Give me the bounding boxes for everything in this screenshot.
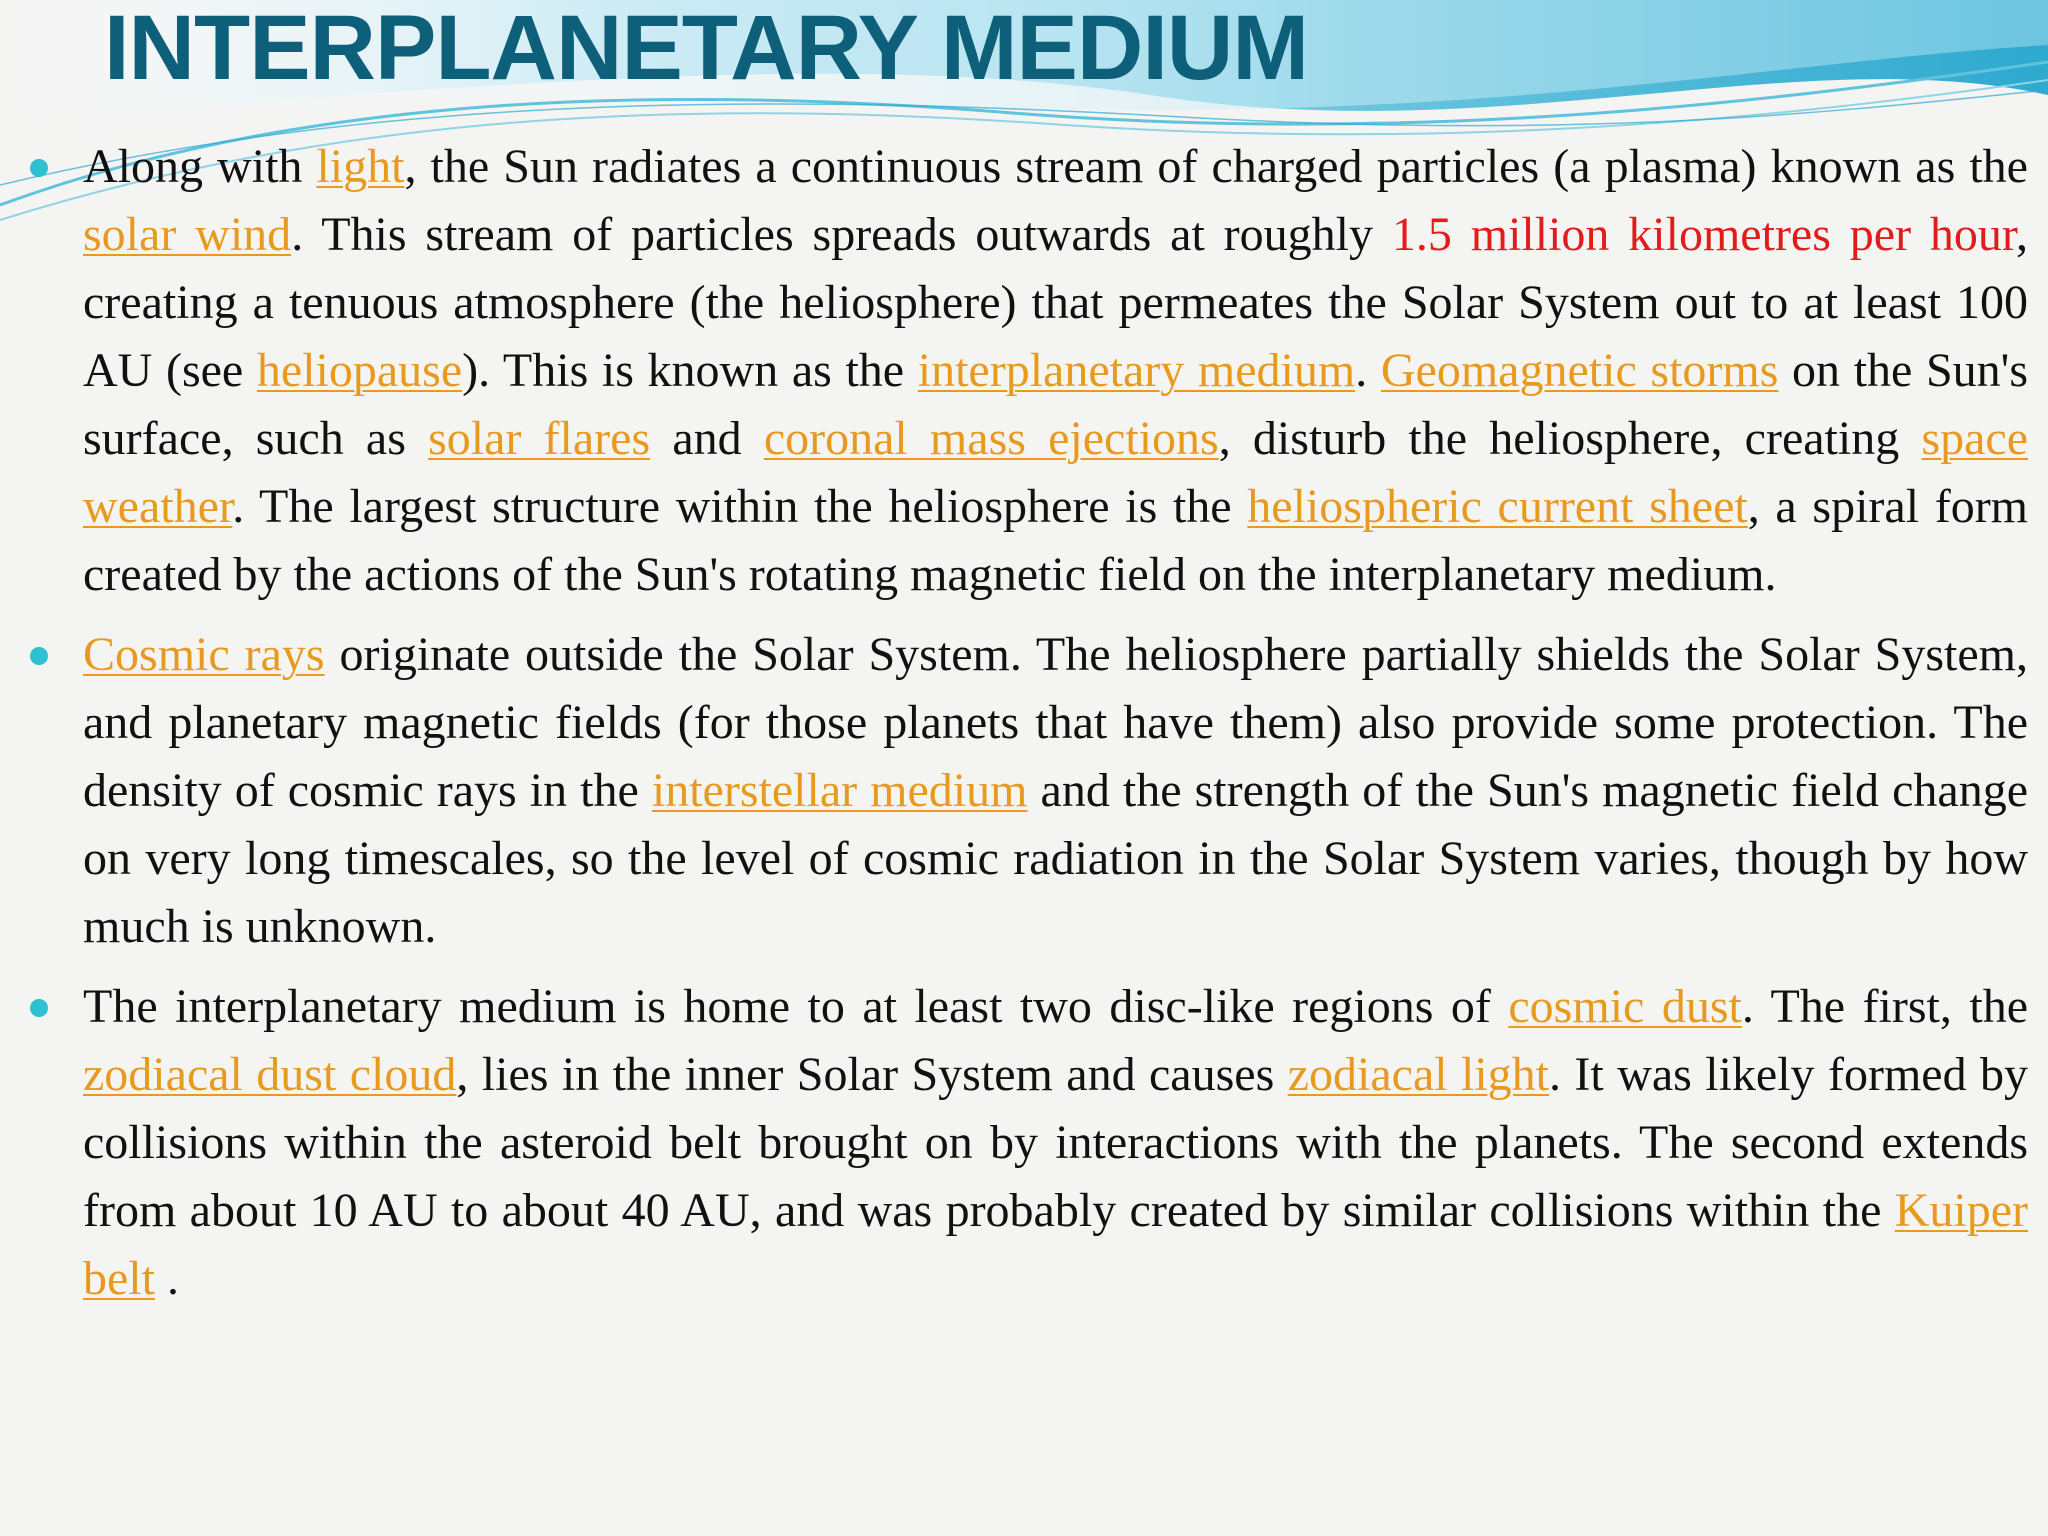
- link-light[interactable]: light: [316, 140, 405, 193]
- link-zodiacal-light[interactable]: zodiacal light: [1287, 1048, 1550, 1101]
- link-interstellar-medium[interactable]: interstellar medium: [651, 764, 1028, 817]
- highlight-speed: 1.5 million kilometres per hour: [1391, 208, 2016, 261]
- text: . The largest structure within the heliosphere is the: [232, 480, 1248, 533]
- slide-title: INTERPLANETARY MEDIUM: [104, 0, 1308, 99]
- link-cosmic-rays[interactable]: Cosmic rays: [83, 628, 325, 681]
- text: , lies in the inner Solar System and causes: [456, 1048, 1288, 1101]
- text: , creating a tenuous atmosphere (the heliosphere) that permeates the Solar System out to at least 100 AU (see: [83, 208, 2028, 397]
- link-zodiacal-dust-cloud[interactable]: zodiacal dust cloud: [83, 1048, 457, 1101]
- text: ). This is known as the: [462, 344, 918, 397]
- link-heliopause[interactable]: heliopause: [256, 344, 463, 397]
- bullet-dot-icon: [30, 999, 48, 1017]
- text: .: [1355, 344, 1381, 397]
- text: . The first, the: [1741, 980, 2028, 1033]
- bullet-cosmic-dust: [83, 973, 2028, 1313]
- bullet-solar-wind: [83, 133, 2028, 609]
- text: on the Sun's surface, such as: [83, 344, 2029, 465]
- text: . It was likely formed by collisions within the asteroid belt brought on by interactions with the planets. The second extends from about 10 AU to about 40 AU, and was probably created by similar collisions within the: [83, 1048, 2029, 1237]
- link-geomagnetic-storms[interactable]: Geomagnetic storms: [1380, 344, 1779, 397]
- link-coronal-mass-ejections[interactable]: coronal mass ejections: [763, 412, 1219, 465]
- slide-content: [0, 133, 2048, 1325]
- text: . This stream of particles spreads outwards at roughly: [291, 208, 1392, 261]
- bullet-dot-icon: [30, 159, 48, 177]
- text: originate outside the Solar System. The heliosphere partially shields the Solar System, and planetary magnetic fields (for those planets that have them) also provide some protection. The density of cosmic rays in the: [83, 628, 2028, 817]
- link-kuiper-belt[interactable]: Kuiper belt: [83, 1184, 2028, 1305]
- text: .: [154, 1252, 179, 1305]
- text: , a spiral form created by the actions of the Sun's rotating magnetic field on the interplanetary medium.: [83, 480, 2029, 601]
- link-cosmic-dust[interactable]: cosmic dust: [1508, 980, 1742, 1033]
- text: Along with: [83, 140, 317, 193]
- text: , the Sun radiates a continuous stream of charged particles (a plasma) known as the: [404, 140, 2028, 193]
- link-solar-wind[interactable]: solar wind: [83, 208, 292, 261]
- link-heliospheric-current-sheet[interactable]: heliospheric current sheet: [1247, 480, 1748, 533]
- link-solar-flares[interactable]: solar flares: [428, 412, 651, 465]
- text: and: [650, 412, 764, 465]
- text: and the strength of the Sun's magnetic field change on very long timescales, so the level of cosmic radiation in the Solar System varies, though by how much is unknown.: [83, 764, 2028, 953]
- text: , disturb the heliosphere, creating: [1218, 412, 1922, 465]
- link-interplanetary-medium[interactable]: interplanetary medium: [917, 344, 1356, 397]
- bullet-dot-icon: [30, 647, 48, 665]
- text: The interplanetary medium is home to at least two disc-like regions of: [83, 980, 1509, 1033]
- bullet-cosmic-rays: [83, 621, 2028, 961]
- link-space-weather[interactable]: space weather: [83, 412, 2029, 533]
